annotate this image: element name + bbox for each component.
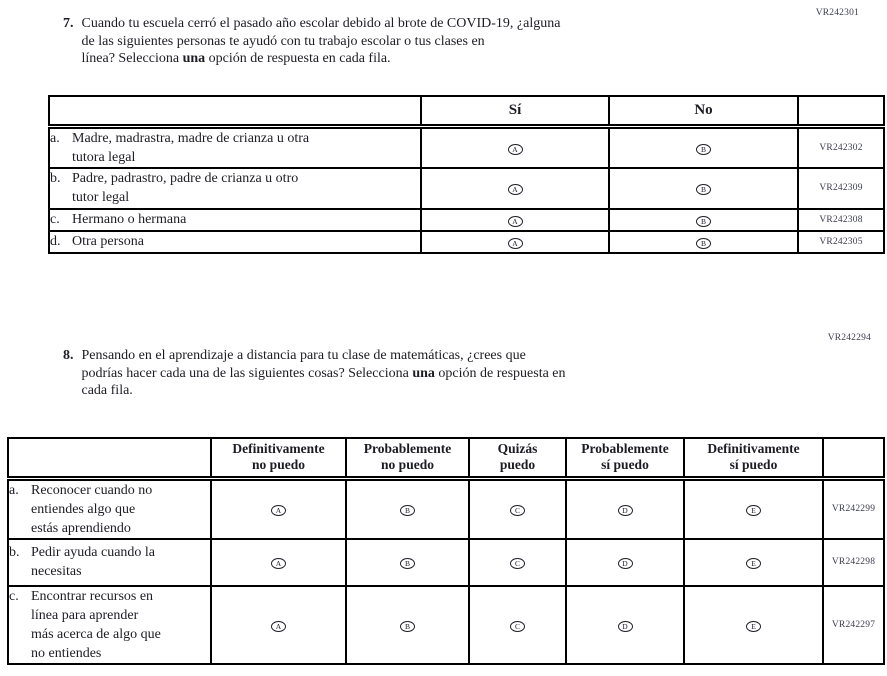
option-c-bubble[interactable]: C (510, 621, 525, 632)
table-row (49, 126, 884, 168)
prompt-line: cada fila. (81, 383, 133, 398)
option-e-bubble[interactable]: E (746, 558, 761, 569)
answer-cell (346, 539, 469, 586)
prompt-line: Pensando en el aprendizaje a distancia para tu clase de matemáticas, ¿crees que (81, 348, 526, 363)
row-label: Padre, padrastro, padre de crianza u otro tutor legal (72, 171, 299, 205)
option-b-bubble[interactable]: B (696, 144, 711, 155)
row-code: VR242308 (798, 209, 884, 231)
option-b-bubble[interactable]: B (696, 184, 711, 195)
question8-text (82, 347, 566, 400)
row-label: Encontrar recursos en línea para aprender más acerca de algo que no entiendes (31, 588, 161, 661)
answer-cell (566, 539, 684, 586)
answer-cell (346, 586, 469, 664)
option-a-bubble[interactable]: A (508, 184, 523, 195)
option-b-bubble[interactable]: B (696, 216, 711, 227)
row-letter: b. (50, 171, 61, 186)
answer-cell-yes (421, 209, 609, 231)
header-blank-cell (49, 96, 421, 126)
header-maybe-can: Quizás puedo (469, 438, 566, 478)
answer-cell (566, 586, 684, 664)
header-code-blank-cell (823, 438, 884, 478)
header-no: No (609, 96, 798, 126)
row-label: Madre, madrastra, madre de crianza u otra tutora legal (72, 130, 310, 165)
answer-cell-yes (421, 168, 609, 209)
row-letter: a. (9, 482, 19, 498)
table-row (8, 586, 884, 664)
answer-cell (469, 478, 566, 539)
option-b-bubble[interactable]: B (400, 558, 415, 569)
answer-cell-no (609, 168, 798, 209)
question8-number: 8. (63, 348, 74, 363)
option-a-bubble[interactable]: A (508, 144, 523, 155)
row-label-cell (8, 478, 211, 539)
option-d-bubble[interactable]: D (618, 558, 633, 569)
option-a-bubble[interactable]: A (508, 216, 523, 227)
option-d-bubble[interactable]: D (618, 505, 633, 516)
table-row (49, 231, 884, 253)
question7-table (48, 95, 885, 254)
option-b-bubble[interactable]: B (696, 238, 711, 249)
question8-prompt (63, 347, 566, 400)
table-row (49, 168, 884, 209)
option-a-bubble[interactable]: A (271, 505, 286, 516)
option-e-bubble[interactable]: E (746, 505, 761, 516)
answer-cell-yes (421, 231, 609, 253)
row-label: Otra persona (72, 234, 144, 249)
prompt-line: podrías hacer cada una de las siguientes cosas? Selecciona una opción de respuesta en (81, 365, 566, 381)
answer-cell (469, 586, 566, 664)
row-label-cell (49, 231, 421, 253)
option-a-bubble[interactable]: A (271, 558, 286, 569)
answer-cell (566, 478, 684, 539)
row-label-cell (49, 168, 421, 209)
header-probably-cannot: Probablemente no puedo (346, 438, 469, 478)
row-label: Pedir ayuda cuando la necesitas (31, 545, 156, 579)
answer-cell (211, 586, 346, 664)
answer-cell (684, 586, 823, 664)
row-letter: a. (50, 130, 60, 146)
answer-cell-no (609, 209, 798, 231)
answer-cell-no (609, 231, 798, 253)
question7-prompt (63, 15, 560, 68)
answer-cell (346, 478, 469, 539)
prompt-line: Cuando tu escuela cerró el pasado año escolar debido al brote de COVID-19, ¿alguna (81, 16, 561, 31)
question8-header-row (8, 438, 884, 478)
option-e-bubble[interactable]: E (746, 621, 761, 632)
table-row (49, 209, 884, 231)
row-letter: c. (9, 588, 19, 604)
row-letter: c. (50, 212, 60, 227)
row-label: Hermano o hermana (72, 212, 187, 227)
answer-cell-no (609, 126, 798, 168)
option-a-bubble[interactable]: A (508, 238, 523, 249)
row-code: VR242305 (798, 231, 884, 253)
row-code: VR242309 (798, 168, 884, 209)
option-c-bubble[interactable]: C (510, 505, 525, 516)
answer-cell (211, 539, 346, 586)
answer-cell-yes (421, 126, 609, 168)
row-code: VR242297 (823, 586, 884, 664)
row-label-cell (49, 126, 421, 168)
row-code: VR242298 (823, 539, 884, 586)
header-yes: Sí (421, 96, 609, 126)
question7-text (82, 15, 561, 68)
header-definitely-cannot: Definitivamente no puedo (211, 438, 346, 478)
question7-number: 7. (63, 16, 74, 31)
header-blank-cell (8, 438, 211, 478)
option-b-bubble[interactable]: B (400, 505, 415, 516)
header-probably-can: Probablemente sí puedo (566, 438, 684, 478)
row-label-cell (8, 539, 211, 586)
question7-code: VR242301 (815, 8, 859, 18)
header-code-blank-cell (798, 96, 884, 126)
option-a-bubble[interactable]: A (271, 621, 286, 632)
question7-header-row (49, 96, 884, 126)
answer-cell (469, 539, 566, 586)
answer-cell (684, 478, 823, 539)
question8-code: VR242294 (827, 333, 871, 343)
row-letter: b. (9, 545, 20, 560)
option-c-bubble[interactable]: C (510, 558, 525, 569)
row-label-cell (49, 209, 421, 231)
row-label-cell (8, 586, 211, 664)
answer-cell (211, 478, 346, 539)
row-label: Reconocer cuando no entiendes algo que estás aprendiendo (31, 482, 153, 536)
prompt-line: línea? Selecciona una opción de respuesta en cada fila. (81, 51, 391, 66)
row-code: VR242299 (823, 478, 884, 539)
question8-table (7, 437, 885, 665)
option-d-bubble[interactable]: D (618, 621, 633, 632)
answer-cell (684, 539, 823, 586)
option-b-bubble[interactable]: B (400, 621, 415, 632)
row-code: VR242302 (798, 126, 884, 168)
table-row (8, 478, 884, 539)
prompt-line: de las siguientes personas te ayudó con tu trabajo escolar o tus clases en (81, 33, 485, 49)
header-definitely-can: Definitivamente sí puedo (684, 438, 823, 478)
row-letter: d. (50, 234, 61, 249)
table-row (8, 539, 884, 586)
